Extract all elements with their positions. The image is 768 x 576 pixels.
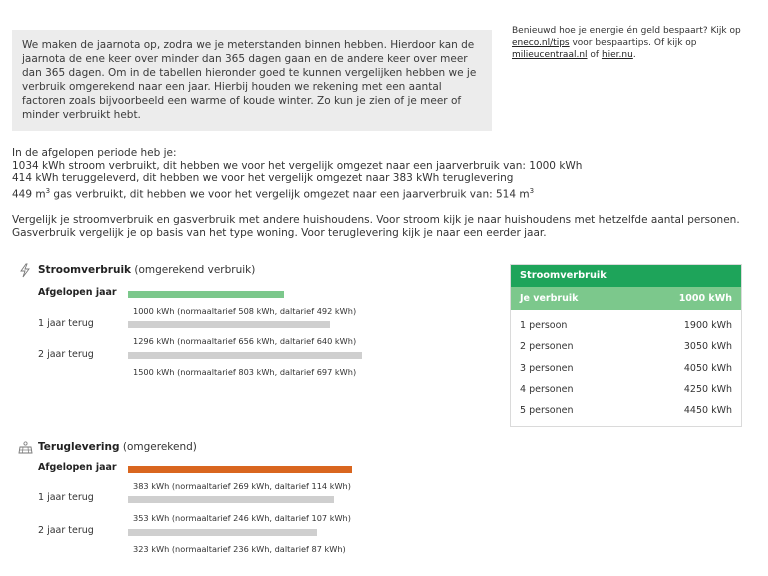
terug-bar-1-year [128,496,334,503]
terug-detail-0: 383 kWh (normaaltarief 269 kWh, daltarief 114 kWh) [133,481,351,491]
panel-row-value: 4450 kWh [683,405,732,416]
panel-row-value: 3050 kWh [683,341,732,352]
stroom-detail-0: 1000 kWh (normaaltarief 508 kWh, daltarief 492 kWh) [133,306,357,316]
period-intro: In de afgelopen periode heb je: [12,147,177,159]
terug-detail-2: 323 kWh (normaaltarief 236 kWh, daltarief 87 kWh) [133,544,346,554]
panel-row-3 [520,363,732,374]
panel-row-label: 2 personen [520,341,574,352]
household-comparison-table [510,264,742,427]
panel-you-value: 1000 kWh [678,293,732,304]
panel-row-label: 1 persoon [520,320,568,331]
panel-row-1 [520,320,732,331]
stroom-row-label-1: 1 jaar terug [38,318,94,329]
panel-row-label: 3 personen [520,363,574,374]
tip-mid2: of [587,50,602,60]
period-gas-line [12,185,762,201]
terug-title-rest: (omgerekend) [119,441,197,453]
compare-text: Vergelijk je stroomverbruik en gasverbruik met andere huishoudens. Voor stroom kijk je naar huishoudens met hetzelfde aantal personen. Gasverbruik vergelijk je op basis van het type woning. Voor teruglevering kijk je naar een eerder jaar. [12,214,740,239]
terug-bar-2-years [128,529,317,536]
terug-title-bold: Teruglevering [38,441,120,453]
period-electricity-line: 1034 kWh stroom verbruikt, dit hebben we voor het vergelijk omgezet naar een jaarverbruik van: 1000 kWh [12,159,583,172]
panel-your-usage-row [511,287,741,310]
panel-row-2 [520,341,732,352]
gas-line-a: 449 m [12,188,46,200]
panel-row-value: 4050 kWh [683,363,732,374]
panel-row-value: 1900 kWh [683,320,732,331]
tip-intro: Benieuwd hoe je energie én geld bespaart? Kijk op [512,26,741,36]
terug-detail-1: 353 kWh (normaaltarief 246 kWh, daltarief 107 kWh) [133,513,351,523]
tip-mid1: voor bespaartips. Of kijk op [569,38,697,48]
terug-bar-current [128,466,352,473]
panel-row-4 [520,384,732,395]
gas-unit-sup-2: 3 [529,186,535,195]
panel-row-label: 5 personen [520,405,574,416]
stroom-row-label-0: Afgelopen jaar [38,287,117,298]
panel-row-label: 4 personen [520,384,574,395]
stroom-detail-1: 1296 kWh (normaaltarief 656 kWh, daltarief 640 kWh) [133,336,357,346]
period-return-line: 414 kWh teruggeleverd, dit hebben we voor het vergelijk omgezet naar 383 kWh teruglevering [12,172,514,184]
panel-header: Stroomverbruik [511,265,741,287]
stroom-title-rest: (omgerekend verbruik) [131,264,256,276]
panel-you-label: Je verbruik [520,293,579,304]
stroom-bar-2-years [128,352,362,359]
terug-section-title [38,441,197,453]
info-notice: We maken de jaarnota op, zodra we je meterstanden binnen hebben. Hierdoor kan de jaarnota de ene keer over minder dan 365 dagen gaan en de andere keer over meer dan 365 dagen. Om in de tabellen hieronder goed te kunnen vergelijken hebben we je verbruik omgerekend naar een jaar. Hierbij houden we rekening met een aantal factoren zoals bijvoorbeeld een warme of koude winter. Zo kun je zien of je meer of minder verbruikt hebt. [12,30,492,131]
savings-tip [512,25,762,61]
stroom-bar-1-year [128,321,330,328]
stroom-bar-current [128,291,284,298]
stroom-detail-2: 1500 kWh (normaaltarief 803 kWh, daltarief 697 kWh) [133,367,357,377]
panel-row-5 [520,405,732,416]
panel-row-value: 4250 kWh [683,384,732,395]
stroom-section-title [38,264,255,276]
lightning-icon [19,263,31,278]
terug-row-label-2: 2 jaar terug [38,525,94,536]
gas-line-b: gas verbruikt, dit hebben we voor het vergelijk omgezet naar een jaarverbruik van: 514 m [50,188,530,200]
terug-row-label-1: 1 jaar terug [38,492,94,503]
hier-nu-link[interactable]: hier.nu [601,50,633,60]
solar-panel-icon [18,441,33,454]
terug-row-label-0: Afgelopen jaar [38,462,117,473]
eneco-tips-link[interactable]: eneco.nl/tips [512,38,570,48]
tip-end: . [632,50,636,60]
stroom-row-label-2: 2 jaar terug [38,349,94,360]
period-summary [12,147,762,201]
milieucentraal-link[interactable]: milieucentraal.nl [512,50,588,60]
gas-unit-sup: 3 [45,186,51,195]
stroom-title-bold: Stroomverbruik [38,264,132,276]
